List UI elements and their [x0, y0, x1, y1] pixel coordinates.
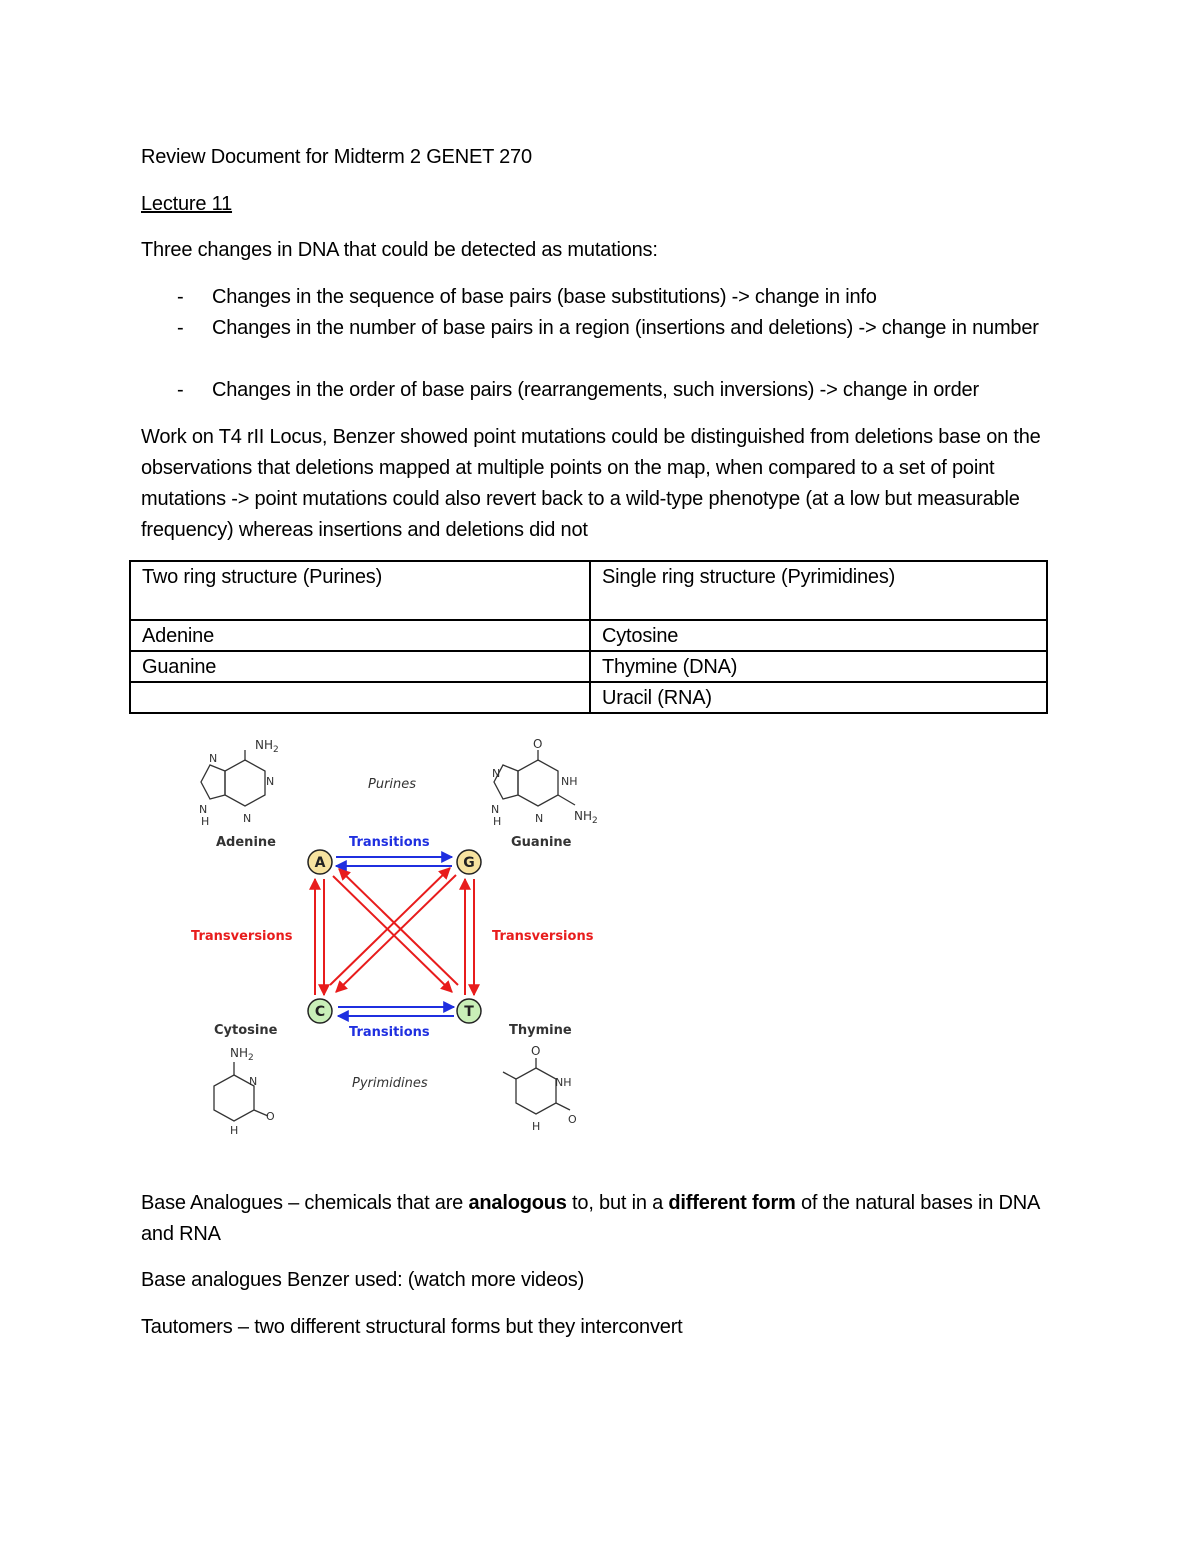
cytosine-o-label: O	[266, 1110, 275, 1123]
adenine-name: Adenine	[216, 835, 276, 850]
guanine-name: Guanine	[511, 835, 572, 850]
adenine-n-label: N	[209, 752, 218, 765]
table-row	[130, 682, 1047, 713]
guanine-n-label: N	[492, 767, 501, 780]
guanine-nh-label: NH	[561, 775, 578, 788]
thymine-nh-label: NH	[555, 1076, 572, 1089]
adenine-n-label: N	[243, 812, 252, 825]
bullet-dash: -	[177, 286, 184, 308]
guanine-o-label: O	[533, 737, 543, 751]
pyrimidines-label: Pyrimidines	[352, 1076, 428, 1091]
table-header-cell: Single ring structure (Pyrimidines)	[590, 561, 1047, 620]
base-analogues-term: Base Analogues	[141, 1192, 283, 1214]
table-row	[130, 620, 1047, 651]
lecture-heading: Lecture 11	[141, 193, 233, 215]
bullet-dash: -	[177, 379, 184, 401]
table-cell: Uracil (RNA)	[590, 682, 1047, 713]
thymine-name: Thymine	[509, 1023, 572, 1038]
thymine-node-letter: T	[464, 1004, 474, 1020]
definition-text: to, but in a	[566, 1192, 669, 1214]
thymine-o-label: O	[568, 1113, 577, 1126]
transversion-arrow	[339, 869, 458, 985]
bullet-text: Changes in the order of base pairs (rearrangements, such inversions) -> change in order	[212, 379, 979, 401]
guanine-n-label: N	[535, 812, 544, 825]
adenine-n-label: N	[266, 775, 275, 788]
cytosine-nh2-label: $NH_2$	[230, 1046, 254, 1063]
bases-table	[129, 560, 1048, 714]
document-title: Review Document for Midterm 2 GENET 270	[141, 146, 532, 168]
transversion-arrow	[336, 875, 456, 992]
benzer-used-line: Base analogues Benzer used: (watch more videos)	[141, 1269, 585, 1291]
thymine-o-label: O	[531, 1044, 541, 1058]
guanine-nh2-label: $NH_2$	[574, 809, 598, 826]
table-row	[130, 651, 1047, 682]
transversions-label-right: Transversions	[492, 929, 594, 944]
adenine-n-label: N	[199, 803, 208, 816]
cytosine-n-label: N	[249, 1075, 258, 1088]
cytosine-node-letter: C	[314, 1004, 326, 1020]
definition-text: of the natural bases in DNA and RNA	[141, 1192, 1040, 1245]
bullet-text: Changes in the number of base pairs in a region (insertions and deletions) -> change in number	[212, 317, 1039, 339]
table-cell: Cytosine	[590, 620, 1047, 651]
bold-different-form: different form	[668, 1192, 796, 1214]
bullet-dash: -	[177, 317, 184, 339]
guanine-node-letter: G	[463, 855, 475, 871]
cytosine-h-label: H	[230, 1124, 239, 1137]
guanine-h-label: H	[493, 815, 502, 828]
adenine-nh2-label: $NH_2$	[255, 738, 279, 755]
bold-analogous: analogous	[468, 1192, 567, 1214]
transversion-arrow	[333, 876, 452, 992]
tautomers-line: Tautomers – two different structural forms but they interconvert	[141, 1316, 683, 1338]
transitions-label-top: Transitions	[349, 835, 430, 850]
adenine-node-letter: A	[314, 855, 326, 871]
bullet-text: Changes in the sequence of base pairs (base substitutions) -> change in info	[212, 286, 877, 308]
table-header-cell: Two ring structure (Purines)	[130, 561, 590, 620]
table-cell: Thymine (DNA)	[590, 651, 1047, 682]
table-cell	[130, 682, 590, 713]
dash-separator: –	[282, 1192, 305, 1214]
table-cell: Guanine	[130, 651, 590, 682]
transitions-label-bottom: Transitions	[349, 1025, 430, 1040]
transversion-arrow	[330, 868, 450, 985]
transitions-transversions-diagram	[180, 730, 620, 1150]
thymine-h-label: H	[532, 1120, 541, 1133]
adenine-h-label: H	[201, 815, 210, 828]
cytosine-structure	[214, 1062, 268, 1121]
transversions-label-left: Transversions	[191, 929, 293, 944]
table-cell: Adenine	[130, 620, 590, 651]
definition-text: chemicals that are	[304, 1192, 469, 1214]
base-analogues-definition	[141, 1188, 1061, 1250]
intro-text: Three changes in DNA that could be detected as mutations:	[141, 239, 658, 261]
table-header-row	[130, 561, 1047, 620]
cytosine-name: Cytosine	[214, 1023, 278, 1038]
purines-label: Purines	[368, 777, 417, 792]
benzer-paragraph: Work on T4 rII Locus, Benzer showed point mutations could be distinguished from deletions base on the observations that deletions mapped at multiple points on the map, when compared to a set of point mutations -> point mutations could also revert back to a wild-type phenotype (at a low but measurable frequency) whereas insertions and deletions did not	[141, 426, 1041, 541]
guanine-n-label: N	[491, 803, 500, 816]
